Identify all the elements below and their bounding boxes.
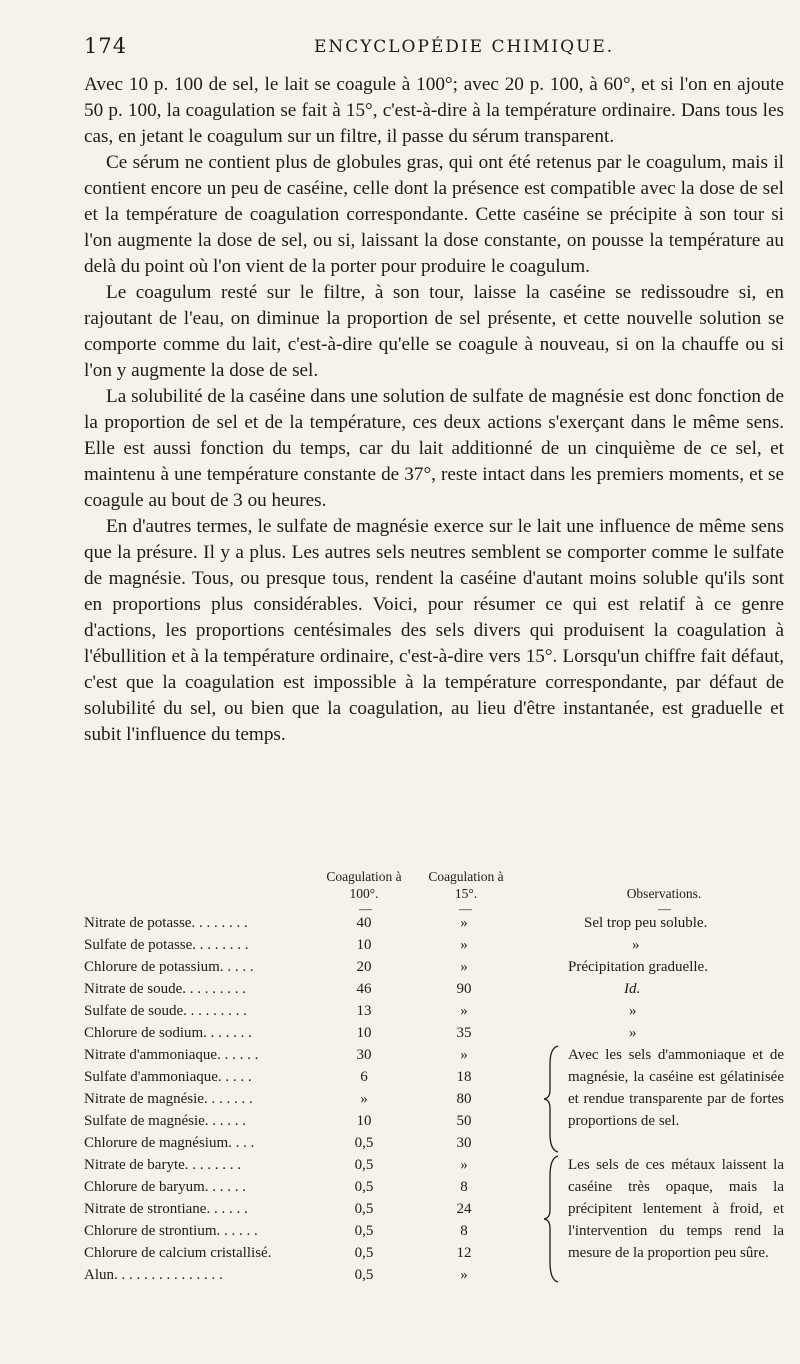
observation: » xyxy=(632,937,640,953)
observation: » xyxy=(629,1003,637,1019)
value-100: 10 xyxy=(356,1025,372,1041)
salt-name: Chlorure de potassium. . . . . xyxy=(84,959,254,975)
column-header-100: Coagulation à 100°. xyxy=(326,869,402,901)
paragraph: En d'autres termes, le sulfate de magnésie exerce sur le lait une influence de même sens que la présure. Il y a plus. Les autres sels neutres semblent se comporter comme le sulfate de magnésie. Tous, ou presque tous, rendent la caséine d'autant moins soluble qu'ils sont en proportions plus considérables. Voici, pour résumer ce qui est relatif à ce genre d'actions, les proportions centésimales des sels divers qui produisent la coagulation à l'ébullition et à la température ordinaire, c'est-à-dire vers 15°. Lorsqu'un chiffre fait défaut, c'est que la coagulation est impossible à la température correspondante, par défaut de solubilité du sel, ou bien que la coagulation, au lieu d'être instantanée, est graduelle et subit l'influence du temps. xyxy=(84,516,784,745)
salt-name: Chlorure de baryum. . . . . . xyxy=(84,1179,247,1195)
value-100: 20 xyxy=(356,959,372,975)
header-rule: — xyxy=(459,901,472,916)
observation: Id. xyxy=(624,981,641,997)
salt-name: Nitrate d'ammoniaque. . . . . . xyxy=(84,1047,259,1063)
value-15: » xyxy=(460,1157,468,1173)
body-text xyxy=(84,72,784,748)
salt-name: Sulfate de magnésie. . . . . . xyxy=(84,1113,247,1129)
value-100: 10 xyxy=(356,937,372,953)
value-15: 18 xyxy=(456,1069,472,1085)
value-100: 40 xyxy=(356,915,372,931)
value-15: 12 xyxy=(456,1245,472,1261)
value-100: 0,5 xyxy=(354,1223,374,1239)
value-15: 80 xyxy=(456,1091,472,1107)
value-15: 30 xyxy=(456,1135,472,1151)
header-rule: — xyxy=(359,901,372,916)
paragraph: La solubilité de la caséine dans une solution de sulfate de magnésie est donc fonction de la proportion de sel et de la température, ces deux actions s'exerçant dans le même sens. Elle est aussi fonction du temps, car du lait additionné de un cinquième de ce sel, et maintenu à une température constante de 37°, reste intact dans les premiers moments, et se coagule au bout de 3 ou heures. xyxy=(84,386,784,511)
value-15: 90 xyxy=(456,981,472,997)
salt-name: Chlorure de calcium cristallisé. xyxy=(84,1245,272,1261)
value-100: 0,5 xyxy=(354,1201,374,1217)
value-15: 35 xyxy=(456,1025,472,1041)
column-header-15: Coagulation à 15°. xyxy=(428,869,504,901)
salt-name: Sulfate de potasse. . . . . . . . xyxy=(84,937,249,953)
value-100: 46 xyxy=(356,981,372,997)
salt-name: Chlorure de magnésium. . . . xyxy=(84,1135,255,1151)
value-15: » xyxy=(460,1047,468,1063)
value-100: 0,5 xyxy=(354,1157,374,1173)
page-header xyxy=(84,34,784,64)
note-ammonium-magnesium: Avec les sels d'ammoniaque et de magnésie, la caséine est gélatinisée et rendue transparente par de fortes proportions de sel. xyxy=(568,1047,784,1129)
salt-name: Nitrate de baryte. . . . . . . . xyxy=(84,1157,242,1173)
value-100: 0,5 xyxy=(354,1179,374,1195)
salt-name: Nitrate de magnésie. . . . . . . xyxy=(84,1091,253,1107)
value-15: 8 xyxy=(460,1223,468,1239)
value-15: » xyxy=(460,1003,468,1019)
value-15: 24 xyxy=(456,1201,472,1217)
value-15: » xyxy=(460,1267,468,1283)
salt-name: Nitrate de strontiane. . . . . . xyxy=(84,1201,248,1217)
running-title: ENCYCLOPÉDIE CHIMIQUE. xyxy=(314,37,615,57)
value-15: » xyxy=(460,937,468,953)
value-100: 0,5 xyxy=(354,1135,374,1151)
observation: Précipitation graduelle. xyxy=(568,959,708,975)
value-15: » xyxy=(460,959,468,975)
paragraph: Avec 10 p. 100 de sel, le lait se coagule à 100°; avec 20 p. 100, à 60°, et si l'on en ajoute 50 p. 100, la coagulation se fait à 15°, c'est-à-dire à la température ordinaire. Dans tous les cas, en jetant le coagulum sur un filtre, il passe du sérum transparent. xyxy=(84,74,784,147)
brace-baryum-strontium xyxy=(544,1154,564,1284)
value-100: 10 xyxy=(356,1113,372,1129)
observation: Sel trop peu soluble. xyxy=(584,915,708,931)
brace-ammonium-magnesium xyxy=(544,1044,564,1154)
value-15: 8 xyxy=(460,1179,468,1195)
value-100: 6 xyxy=(360,1069,368,1085)
value-15: 50 xyxy=(456,1113,472,1129)
salt-name: Sulfate de soude. . . . . . . . . xyxy=(84,1003,247,1019)
paragraph: Le coagulum resté sur le filtre, à son tour, laisse la caséine se redissoudre si, en rajoutant de l'eau, on diminue la proportion de sel présente, et cette nouvelle solution se comporte comme du lait, c'est-à-dire qu'elle se coagule à nouveau, si on la chauffe ou si l'on y augmente la dose de sel. xyxy=(84,282,784,381)
value-100: » xyxy=(360,1091,368,1107)
observation: » xyxy=(629,1025,637,1041)
salt-name: Alun. . . . . . . . . . . . . . . xyxy=(84,1267,223,1283)
column-header-observations: Observations. xyxy=(626,886,702,901)
value-100: 0,5 xyxy=(354,1245,374,1261)
salt-name: Nitrate de potasse. . . . . . . . xyxy=(84,915,248,931)
salt-name: Nitrate de soude. . . . . . . . . xyxy=(84,981,247,997)
salt-name: Chlorure de strontium. . . . . . xyxy=(84,1223,258,1239)
salt-name: Sulfate d'ammoniaque. . . . . xyxy=(84,1069,252,1085)
page-number: 174 xyxy=(84,34,128,58)
salt-name: Chlorure de sodium. . . . . . . xyxy=(84,1025,252,1041)
note-baryum-strontium: Les sels de ces métaux laissent la caséine très opaque, mais la précipitent lentement à froid, et l'intervention du temps rend la mesure de la proportion peu sûre. xyxy=(568,1157,784,1261)
header-rule: — xyxy=(658,901,671,916)
value-100: 30 xyxy=(356,1047,372,1063)
value-15: » xyxy=(460,915,468,931)
paragraph: Ce sérum ne contient plus de globules gras, qui ont été retenus par le coagulum, mais il contient encore un peu de caséine, celle dont la présence est compatible avec la dose de sel et la température de coagulation correspondante. Cette caséine se précipite à son tour si l'on augmente la dose de sel, ou si, laissant la dose constante, on pousse la température au delà du point où l'on vient de la porter pour produire le coagulum. xyxy=(84,152,784,277)
value-100: 13 xyxy=(356,1003,372,1019)
value-100: 0,5 xyxy=(354,1267,374,1283)
